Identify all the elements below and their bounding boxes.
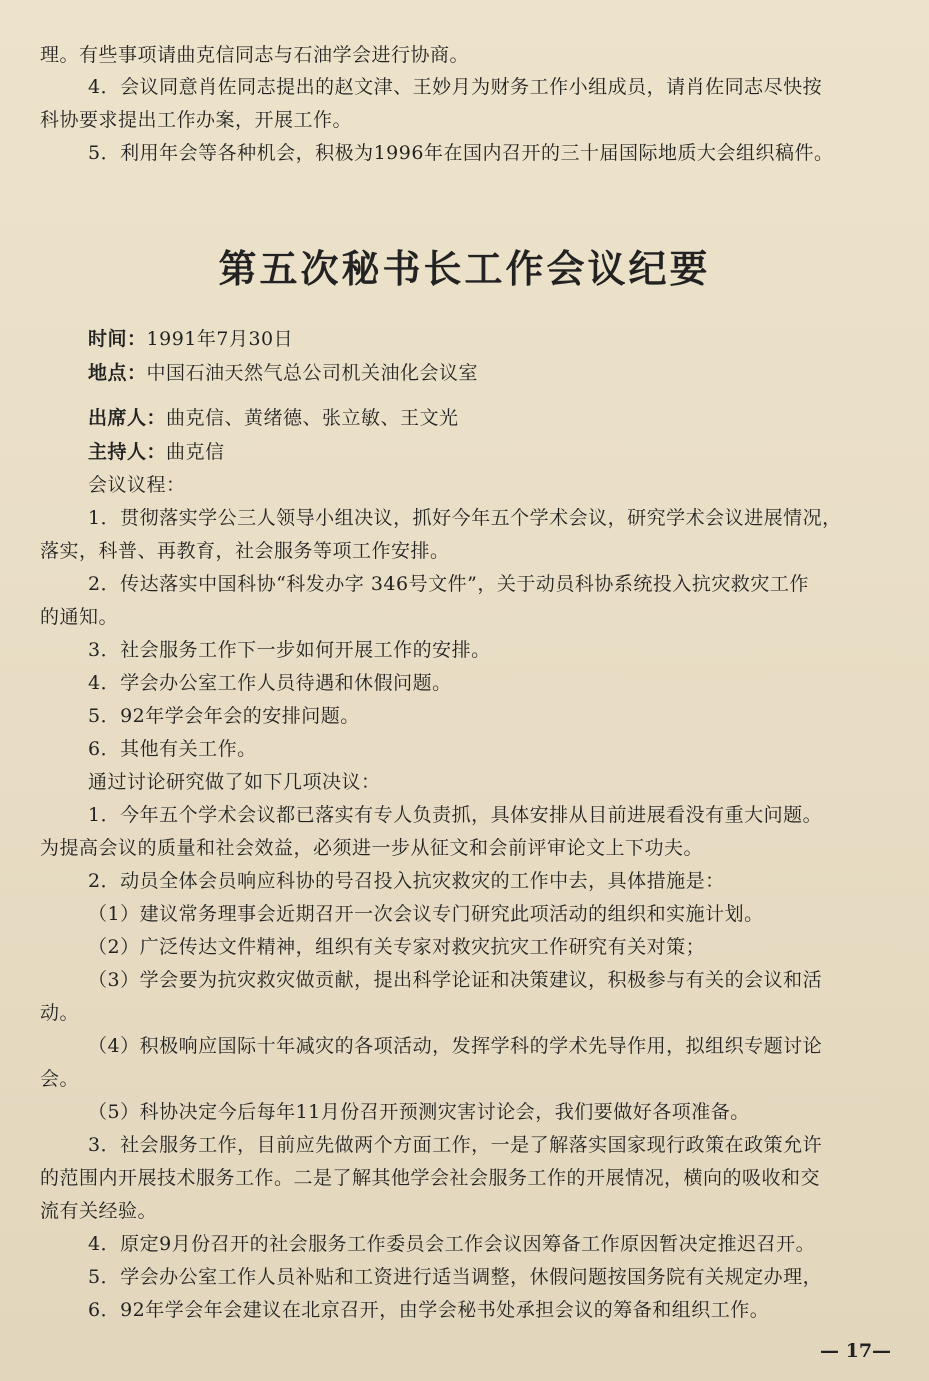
meta-host <box>88 439 920 465</box>
text-line: 2．动员全体会员响应科协的号召投入抗灾救灾的工作中去，具体措施是： <box>88 870 725 892</box>
place-value: 中国石油天然气总公司机关油化会议室 <box>146 362 479 384</box>
document-title: 第五次秘书长工作会议纪要 <box>218 246 711 291</box>
text-line: 5．利用年会等各种机会，积极为1996年在国内召开的三十届国际地质大会组织稿件。 <box>88 142 834 164</box>
text-line: 会。 <box>40 1068 80 1090</box>
page-number: — 17— <box>820 1340 892 1362</box>
meta-place <box>88 360 920 386</box>
text-line: 会议议程： <box>88 474 186 496</box>
host-label: 主持人： <box>88 441 167 463</box>
time-label: 时间： <box>88 328 147 350</box>
meta-time <box>88 326 920 352</box>
text-line: （2）广泛传达文件精神，组织有关专家对救灾抗灾工作研究有关对策； <box>88 936 706 958</box>
text-line: 流有关经验。 <box>40 1200 158 1222</box>
text-line: 通过讨论研究做了如下几项决议： <box>88 771 381 793</box>
text-line: 4．会议同意肖佐同志提出的赵文津、王妙月为财务工作小组成员，请肖佐同志尽快按 <box>88 76 823 98</box>
text-line: （3）学会要为抗灾救灾做贡献，提出科学论证和决策建议，积极参与有关的会议和活 <box>88 969 823 991</box>
attendees-value: 曲克信、黄绪德、张立敏、王文光 <box>166 407 459 429</box>
text-line: 的范围内开展技术服务工作。二是了解其他学会社会服务工作的开展情况，横向的吸收和交 <box>40 1167 821 1189</box>
text-line: 科协要求提出工作办案，开展工作。 <box>40 109 353 131</box>
text-line: 理。有些事项请曲克信同志与石油学会进行协商。 <box>40 44 470 66</box>
text-line: 4．原定9月份召开的社会服务工作委员会工作会议因筹备工作原因暂决定推迟召开。 <box>88 1233 816 1255</box>
text-line: 1．贯彻落实学公三人领导小组决议，抓好今年五个学术会议，研究学术会议进展情况， <box>88 507 842 529</box>
text-line: （5）科协决定今后每年11月份召开预测灾害讨论会，我们要做好各项准备。 <box>88 1101 750 1123</box>
text-line: 5．学会办公室工作人员补贴和工资进行适当调整，休假问题按国务院有关规定办理， <box>88 1266 823 1288</box>
text-line: 1．今年五个学术会议都已落实有专人负责抓，具体安排从目前进展看没有重大问题。 <box>88 804 823 826</box>
text-line: （4）积极响应国际十年减灾的各项活动，发挥学科的学术先导作用，拟组织专题讨论 <box>88 1035 823 1057</box>
text-line: 5．92年学会年会的安排问题。 <box>88 705 360 727</box>
host-value: 曲克信 <box>166 441 225 463</box>
text-line: 为提高会议的质量和社会效益，必须进一步从征文和会前评审论文上下功夫。 <box>40 837 704 859</box>
place-label: 地点： <box>88 362 147 384</box>
text-line: 6．92年学会年会建议在北京召开，由学会秘书处承担会议的筹备和组织工作。 <box>88 1299 770 1321</box>
time-value: 1991年7月30日 <box>146 328 294 350</box>
text-line: 6．其他有关工作。 <box>88 738 257 760</box>
text-line: 2．传达落实中国科协“科发办字 346号文件”，关于动员科协系统投入抗灾救灾工作 <box>88 573 809 595</box>
text-line: 4．学会办公室工作人员待遇和休假问题。 <box>88 672 452 694</box>
attendees-label: 出席人： <box>88 407 167 429</box>
text-line: 3．社会服务工作下一步如何开展工作的安排。 <box>88 639 491 661</box>
text-line: 动。 <box>40 1002 80 1024</box>
text-line: （1）建议常务理事会近期召开一次会议专门研究此项活动的组织和实施计划。 <box>88 903 764 925</box>
text-line: 落实，科普、再教育，社会服务等项工作安排。 <box>40 540 450 562</box>
text-line: 的通知。 <box>40 606 119 628</box>
meta-attendees <box>88 405 920 431</box>
text-line: 3．社会服务工作，目前应先做两个方面工作，一是了解落实国家现行政策在政策允许 <box>88 1134 823 1156</box>
